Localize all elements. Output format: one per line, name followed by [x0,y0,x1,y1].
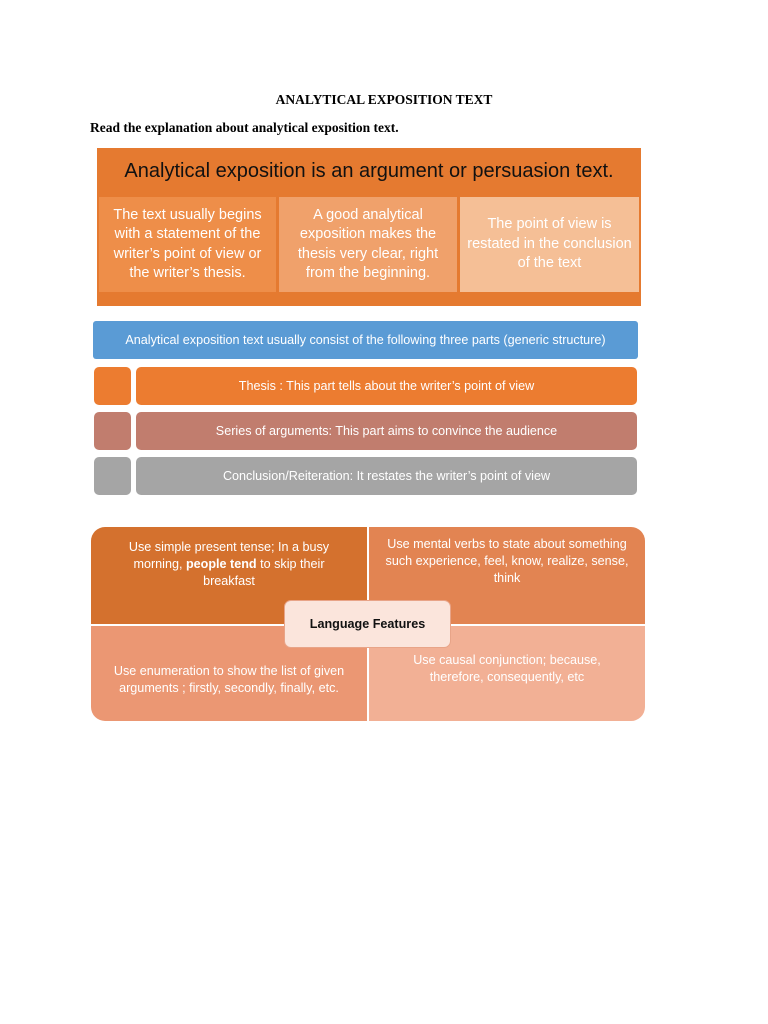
feature-causal-conjunction-text: Use causal conjunction; because, therefore, consequently, etc [413,652,601,684]
definition-heading: Analytical exposition is an argument or persuasion text. [124,160,614,182]
instruction-text: Read the explanation about analytical exposition text. [90,120,399,135]
definition-cell-clarity: A good analytical exposition makes the thesis very clear, right from the beginning. [279,197,457,292]
structure-part-conclusion: Conclusion/Reiteration: It restates the writer’s point of view [136,457,637,495]
definition-cell-restatement: The point of view is restated in the conclusion of the text [460,197,639,292]
conclusion-marker [94,457,131,495]
feature-present-tense-emphasis: people tend [185,557,257,571]
thesis-marker [94,367,131,405]
feature-enumeration-text: Use enumeration to show the list of given arguments ; firstly, secondly, finally, etc. [113,663,345,695]
feature-mental-verbs-text: Use mental verbs to state about something such experience, feel, know, realize, sense, think [385,537,629,585]
feature-present-tense-text [115,539,343,590]
feature-present-tense-lead: Use simple present tense; In a busy morning, [128,540,330,571]
language-features-label: Language Features [284,600,451,648]
definition-cell-thesis: The text usually begins with a statement of the writer’s point of view or the writer’s thesis. [99,197,276,292]
definition-diagram [97,148,641,306]
feature-present-tense-tail: to skip their breakfast [203,557,325,588]
structure-part-thesis: Thesis : This part tells about the writer’s point of view [136,367,637,405]
structure-part-arguments: Series of arguments: This part aims to convince the audience [136,412,637,450]
structure-heading: Analytical exposition text usually consist of the following three parts (generic structure) [93,321,638,359]
arguments-marker [94,412,131,450]
document-title: ANALYTICAL EXPOSITION TEXT [275,92,493,107]
